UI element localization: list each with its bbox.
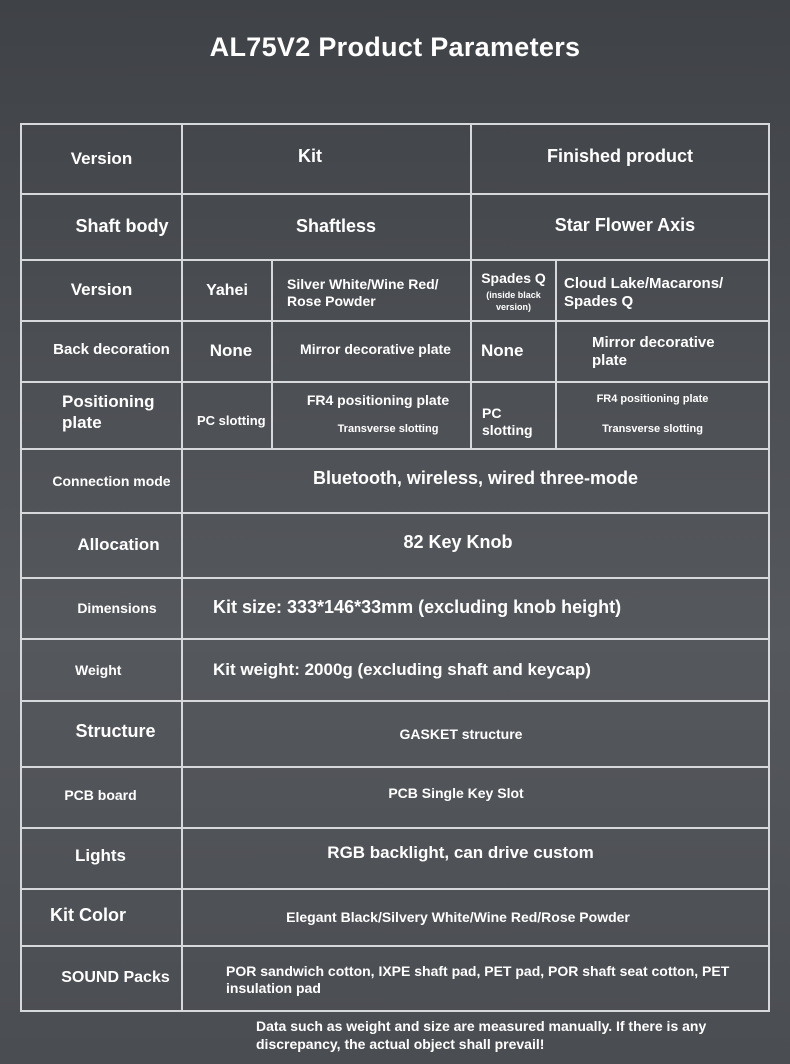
lights-value: RGB backlight, can drive custom [327,842,594,862]
version-kit: Kit [298,146,322,167]
row-label-version-detail: Version [70,280,133,300]
connection-mode-value: Bluetooth, wireless, wired three-mode [312,468,639,489]
positioning-fin-b-sub: Transverse slotting [602,423,703,436]
positioning-kit-b-title: FR4 positioning plate [306,391,450,408]
row-label-shaft-body: Shaft body [75,216,169,237]
pcb-board-value: PCB Single Key Slot [388,784,524,801]
row-label-pcb-board: PCB board [64,787,137,804]
sound-packs-value: POR sandwich cotton, IXPE shaft pad, PET pad, POR shaft seat cotton, PET insulation pad [226,963,730,996]
version-kit-b: Silver White/Wine Red/ Rose Powder [287,275,439,309]
row-label-lights: Lights [75,846,126,866]
row-label-allocation: Allocation [77,535,160,555]
row-label-connection-mode: Connection mode [52,472,171,489]
structure-value: GASKET structure [399,725,523,742]
version-fin-a [472,270,555,313]
back-deco-kit-a: None [209,341,253,361]
back-deco-fin-b: Mirror decorative plate [592,333,715,369]
row-label-sound-packs: SOUND Packs [61,968,170,986]
row-label-weight: Weight [75,661,122,678]
row-label-kit-color: Kit Color [50,905,126,926]
row-label-positioning-plate: Positioning plate [62,392,155,432]
row-label-version: Version [70,148,133,168]
version-fin-b: Cloud Lake/Macarons/ Spades Q [564,274,724,310]
positioning-fin-b-title: FR4 positioning plate [596,393,709,406]
positioning-fin-a: PC slotting [482,405,533,438]
row-label-back-decoration: Back decoration [53,340,170,358]
dimensions-value: Kit size: 333*146*33mm (excluding knob height) [213,596,622,617]
kit-color-value: Elegant Black/Silvery White/Wine Red/Rose Powder [286,909,630,926]
row-label-structure: Structure [75,721,156,742]
version-kit-a: Yahei [206,281,248,299]
back-deco-fin-a: None [481,341,524,361]
back-deco-kit-b: Mirror decorative plate [300,341,451,358]
positioning-kit-b-sub: Transverse slotting [337,423,439,436]
version-finished: Finished product [547,146,693,167]
shaft-body-finished: Star Flower Axis [554,215,696,236]
allocation-value: 82 Key Knob [403,532,513,553]
footnote: Data such as weight and size are measured manually. If there is any discrepancy, the actual object shall prevail! [256,1018,707,1053]
version-fin-a-note: (inside black version) [486,290,541,312]
shaft-body-kit: Shaftless [295,216,377,237]
version-fin-a-label: Spades Q [481,270,546,286]
positioning-kit-a: PC slotting [197,413,266,429]
row-label-dimensions: Dimensions [77,600,157,617]
table-rule [20,1010,770,1012]
weight-value: Kit weight: 2000g (excluding shaft and keycap) [213,659,591,679]
page-title: AL75V2 Product Parameters [209,32,581,62]
table-rule [555,259,557,448]
